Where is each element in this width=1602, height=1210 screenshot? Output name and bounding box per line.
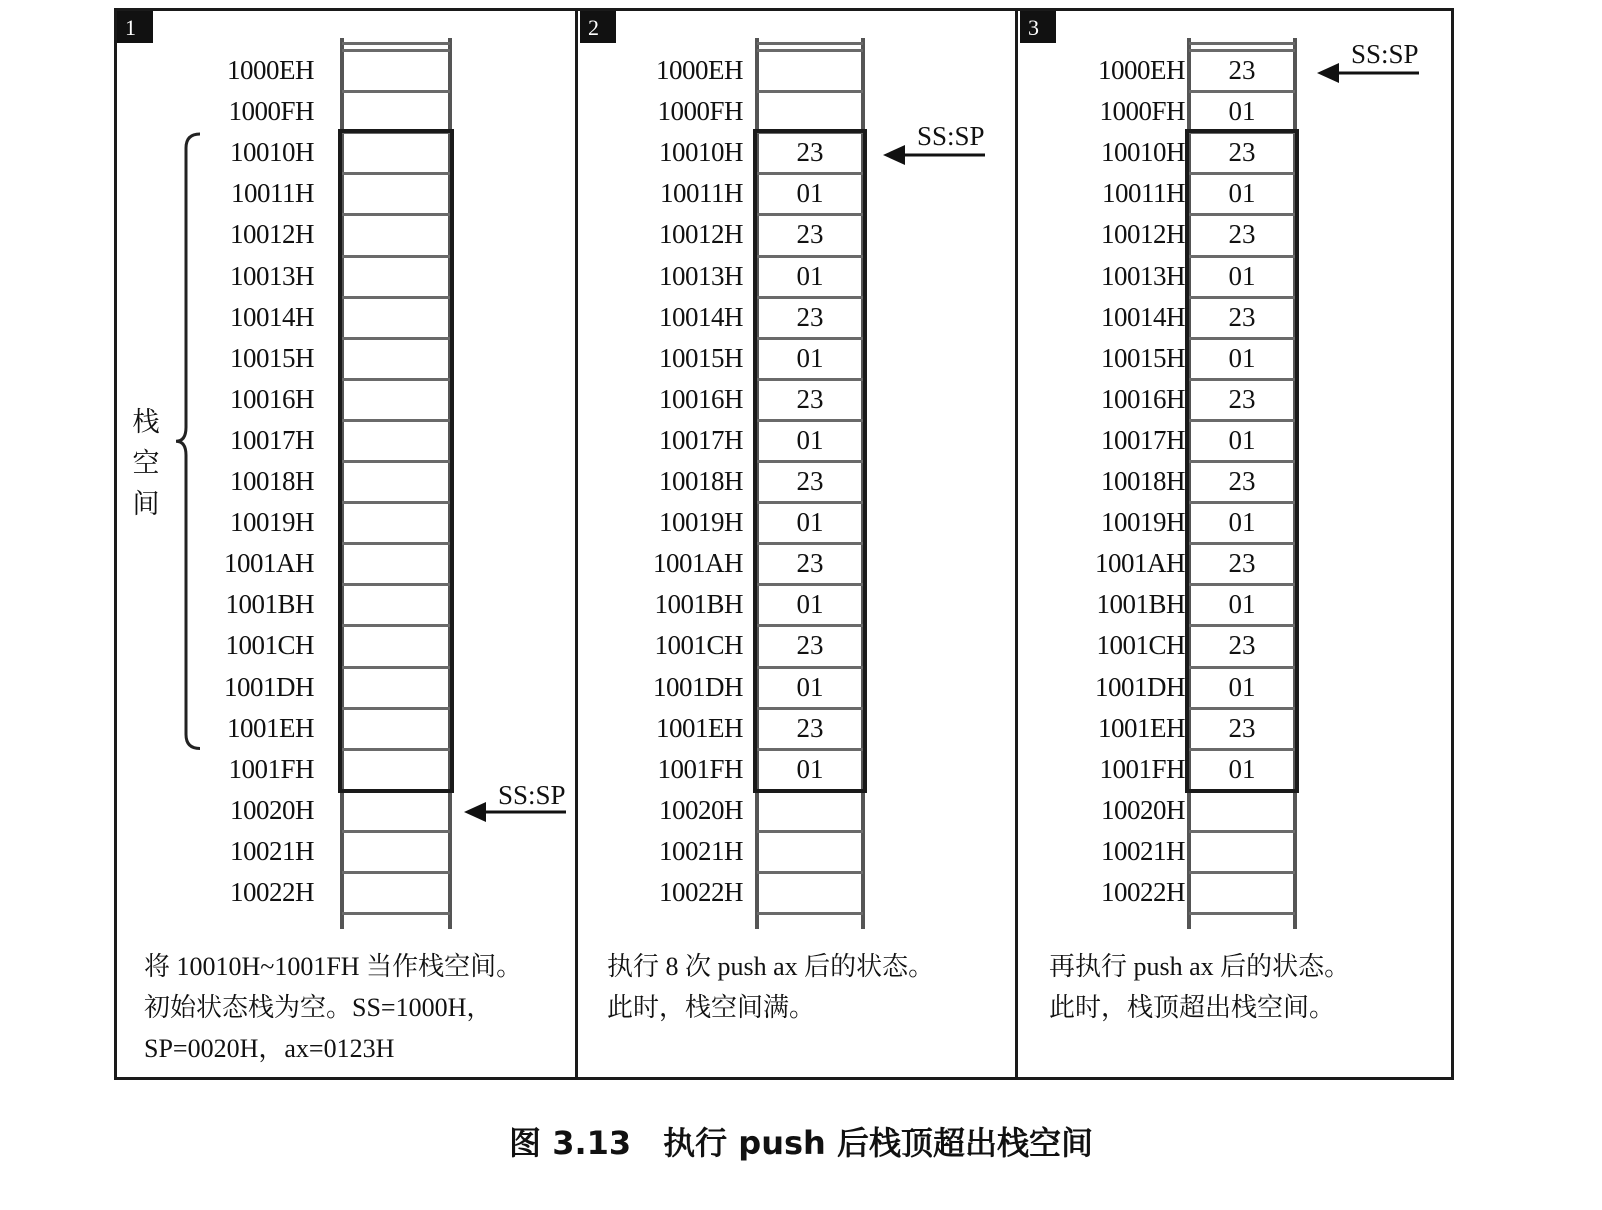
memory-cell-divider bbox=[757, 42, 863, 45]
address-label: 10019H bbox=[1101, 507, 1185, 538]
address-label: 10015H bbox=[1101, 342, 1185, 373]
memory-cell-divider bbox=[342, 42, 450, 45]
address-label: 10010H bbox=[230, 137, 314, 168]
memory-cell-value: 23 bbox=[796, 219, 824, 250]
memory-cell-value bbox=[342, 584, 450, 625]
address-label: 10016H bbox=[1101, 383, 1185, 414]
memory-cell-value: 23 bbox=[1228, 712, 1256, 743]
address-label: 10010H bbox=[659, 137, 743, 168]
address-label: 1000FH bbox=[657, 96, 743, 127]
memory-cell-value: 23 bbox=[1228, 55, 1256, 85]
stack-space-label: 空 bbox=[132, 448, 160, 478]
panel-caption-line: 此时，栈顶超出栈空间。 bbox=[1049, 993, 1336, 1022]
memory-cell-value: 23 bbox=[1228, 383, 1256, 414]
address-label: 10013H bbox=[1101, 260, 1185, 291]
address-label: 10021H bbox=[659, 835, 743, 866]
address-label: 1001FH bbox=[1099, 753, 1185, 784]
address-label: 10012H bbox=[230, 219, 314, 250]
memory-cell-value bbox=[342, 461, 450, 502]
panel-3 bbox=[1017, 8, 1454, 1080]
address-label: 1001FH bbox=[657, 753, 743, 784]
memory-cell-value: 01 bbox=[796, 671, 824, 702]
address-label: 10022H bbox=[659, 877, 743, 907]
memory-cell-value bbox=[342, 625, 450, 666]
address-label: 10018H bbox=[1101, 466, 1185, 496]
memory-cell-value: 01 bbox=[1228, 342, 1256, 373]
memory-cell-value bbox=[342, 256, 450, 297]
address-label: 10014H bbox=[1101, 301, 1185, 332]
stack-space-label: 间 bbox=[132, 489, 160, 519]
address-label: 10012H bbox=[659, 219, 743, 250]
address-label: 10022H bbox=[1101, 877, 1185, 907]
memory-cell-value bbox=[342, 297, 450, 338]
memory-cell-value bbox=[342, 420, 450, 461]
memory-cell-value bbox=[342, 708, 450, 749]
address-label: 10015H bbox=[230, 342, 314, 373]
memory-cell-value: 23 bbox=[1228, 137, 1256, 168]
address-label: 10017H bbox=[659, 424, 743, 455]
address-label: 10020H bbox=[1101, 794, 1185, 825]
memory-cell-value bbox=[342, 338, 450, 379]
address-label: 1000EH bbox=[656, 55, 743, 85]
memory-cell-value bbox=[757, 91, 863, 132]
memory-cell-value bbox=[342, 667, 450, 708]
address-label: 10017H bbox=[1101, 424, 1185, 455]
stack-pointer-label: SS:SP bbox=[1351, 38, 1419, 69]
stack-pointer-label: SS:SP bbox=[917, 120, 985, 151]
memory-cell-value bbox=[342, 91, 450, 132]
memory-cell-value: 23 bbox=[796, 712, 824, 743]
memory-cell-value: 01 bbox=[796, 753, 824, 784]
memory-cell-value: 23 bbox=[796, 630, 824, 661]
address-label: 10018H bbox=[659, 466, 743, 496]
address-label: 1001AH bbox=[653, 548, 743, 579]
memory-cell-value: 23 bbox=[796, 466, 824, 496]
memory-cell-value: 01 bbox=[1228, 753, 1256, 784]
address-label: 10018H bbox=[230, 466, 314, 496]
memory-cell-value: 01 bbox=[796, 260, 824, 291]
memory-cell-value: 23 bbox=[796, 548, 824, 579]
address-label: 10017H bbox=[230, 424, 314, 455]
memory-cell-value bbox=[342, 872, 450, 913]
address-label: 10020H bbox=[230, 794, 314, 825]
panel-caption-line: 此时，栈空间满。 bbox=[607, 993, 816, 1022]
address-label: 10019H bbox=[659, 507, 743, 538]
address-label: 1001EH bbox=[227, 712, 314, 743]
memory-cell-value bbox=[1189, 872, 1295, 913]
memory-cell-value: 23 bbox=[1228, 466, 1256, 496]
panel-number: 3 bbox=[1020, 11, 1056, 43]
memory-cell-value: 01 bbox=[796, 342, 824, 373]
memory-cell-value: 23 bbox=[796, 137, 824, 168]
memory-cell-value: 23 bbox=[796, 383, 824, 414]
address-label: 10022H bbox=[230, 877, 314, 907]
address-label: 10010H bbox=[1101, 137, 1185, 168]
memory-cell-value bbox=[1189, 831, 1295, 872]
address-label: 10014H bbox=[659, 301, 743, 332]
address-label: 1001BH bbox=[225, 589, 314, 620]
address-label: 10016H bbox=[659, 383, 743, 414]
address-label: 1000EH bbox=[227, 55, 314, 85]
memory-cell-value: 01 bbox=[796, 507, 824, 538]
memory-cell-value: 23 bbox=[1228, 548, 1256, 579]
address-label: 1001DH bbox=[224, 671, 314, 702]
memory-cell-value bbox=[342, 543, 450, 584]
memory-cell-value bbox=[757, 50, 863, 91]
memory-cell-value: 01 bbox=[1228, 671, 1256, 702]
memory-cell-divider bbox=[1189, 42, 1295, 45]
address-label: 1001AH bbox=[1095, 548, 1185, 579]
address-label: 10021H bbox=[230, 835, 314, 866]
address-label: 1001EH bbox=[1098, 712, 1185, 743]
address-label: 10013H bbox=[659, 260, 743, 291]
memory-cell-value: 01 bbox=[1228, 178, 1256, 209]
panel-1 bbox=[114, 8, 575, 1080]
memory-cell-value bbox=[342, 379, 450, 420]
memory-cell-value: 01 bbox=[1228, 96, 1256, 127]
memory-cell-value: 01 bbox=[1228, 589, 1256, 620]
address-label: 1001CH bbox=[654, 630, 743, 661]
address-label: 1001BH bbox=[1096, 589, 1185, 620]
address-label: 1000FH bbox=[228, 96, 314, 127]
address-label: 10016H bbox=[230, 383, 314, 414]
address-label: 10015H bbox=[659, 342, 743, 373]
memory-cell-value: 01 bbox=[796, 589, 824, 620]
stack-pointer-label: SS:SP bbox=[498, 780, 566, 811]
panel-number: 1 bbox=[117, 11, 153, 43]
address-label: 1001DH bbox=[653, 671, 743, 702]
address-label: 1000EH bbox=[1098, 55, 1185, 85]
panel-caption-line: 将 10010H~1001FH 当作栈空间。 bbox=[144, 952, 523, 981]
memory-cell-value bbox=[342, 214, 450, 255]
panel-caption-line: SP=0020H，ax=0123H bbox=[144, 1034, 395, 1063]
address-label: 1000FH bbox=[1099, 96, 1185, 127]
memory-cell-value bbox=[342, 50, 450, 91]
memory-cell-value bbox=[342, 831, 450, 872]
figure-caption: 图 3.13 执行 push 后栈顶超出栈空间 bbox=[509, 1124, 1093, 1162]
address-label: 10011H bbox=[1102, 178, 1185, 209]
memory-cell-value: 01 bbox=[796, 178, 824, 209]
panel-2 bbox=[577, 8, 1015, 1080]
address-label: 1001CH bbox=[225, 630, 314, 661]
memory-cell-value: 01 bbox=[1228, 260, 1256, 291]
address-label: 1001AH bbox=[224, 548, 314, 579]
address-label: 10011H bbox=[231, 178, 314, 209]
memory-cell-value bbox=[342, 132, 450, 173]
panel-caption-line: 再执行 push ax 后的状态。 bbox=[1049, 952, 1351, 981]
address-label: 1001EH bbox=[656, 712, 743, 743]
memory-cell-value bbox=[342, 502, 450, 543]
memory-cell-value bbox=[1189, 790, 1295, 831]
panel-caption-line: 初始状态栈为空。SS=1000H， bbox=[144, 993, 493, 1022]
stack-space-label: 栈 bbox=[132, 407, 160, 437]
address-label: 10021H bbox=[1101, 835, 1185, 866]
address-label: 1001BH bbox=[654, 589, 743, 620]
panel-number: 2 bbox=[580, 11, 616, 43]
memory-cell-value bbox=[757, 790, 863, 831]
memory-cell-value: 23 bbox=[1228, 219, 1256, 250]
address-label: 1001CH bbox=[1096, 630, 1185, 661]
memory-cell-value: 01 bbox=[796, 424, 824, 455]
memory-cell-value: 23 bbox=[796, 301, 824, 332]
curly-brace-icon bbox=[174, 132, 204, 751]
address-label: 10011H bbox=[660, 178, 743, 209]
memory-cell-value bbox=[757, 872, 863, 913]
memory-cell-value bbox=[342, 749, 450, 790]
address-label: 10013H bbox=[230, 260, 314, 291]
memory-cell-value bbox=[342, 790, 450, 831]
stack-figure bbox=[114, 8, 1458, 1084]
memory-cell-value bbox=[342, 173, 450, 214]
memory-cell-value bbox=[757, 831, 863, 872]
address-label: 10014H bbox=[230, 301, 314, 332]
address-label: 1001DH bbox=[1095, 671, 1185, 702]
address-label: 10019H bbox=[230, 507, 314, 538]
memory-cell-value: 01 bbox=[1228, 507, 1256, 538]
address-label: 10020H bbox=[659, 794, 743, 825]
panel-caption-line: 执行 8 次 push ax 后的状态。 bbox=[607, 952, 935, 981]
address-label: 10012H bbox=[1101, 219, 1185, 250]
memory-cell-value: 01 bbox=[1228, 424, 1256, 455]
memory-cell-value: 23 bbox=[1228, 301, 1256, 332]
address-label: 1001FH bbox=[228, 753, 314, 784]
memory-cell-value: 23 bbox=[1228, 630, 1256, 661]
